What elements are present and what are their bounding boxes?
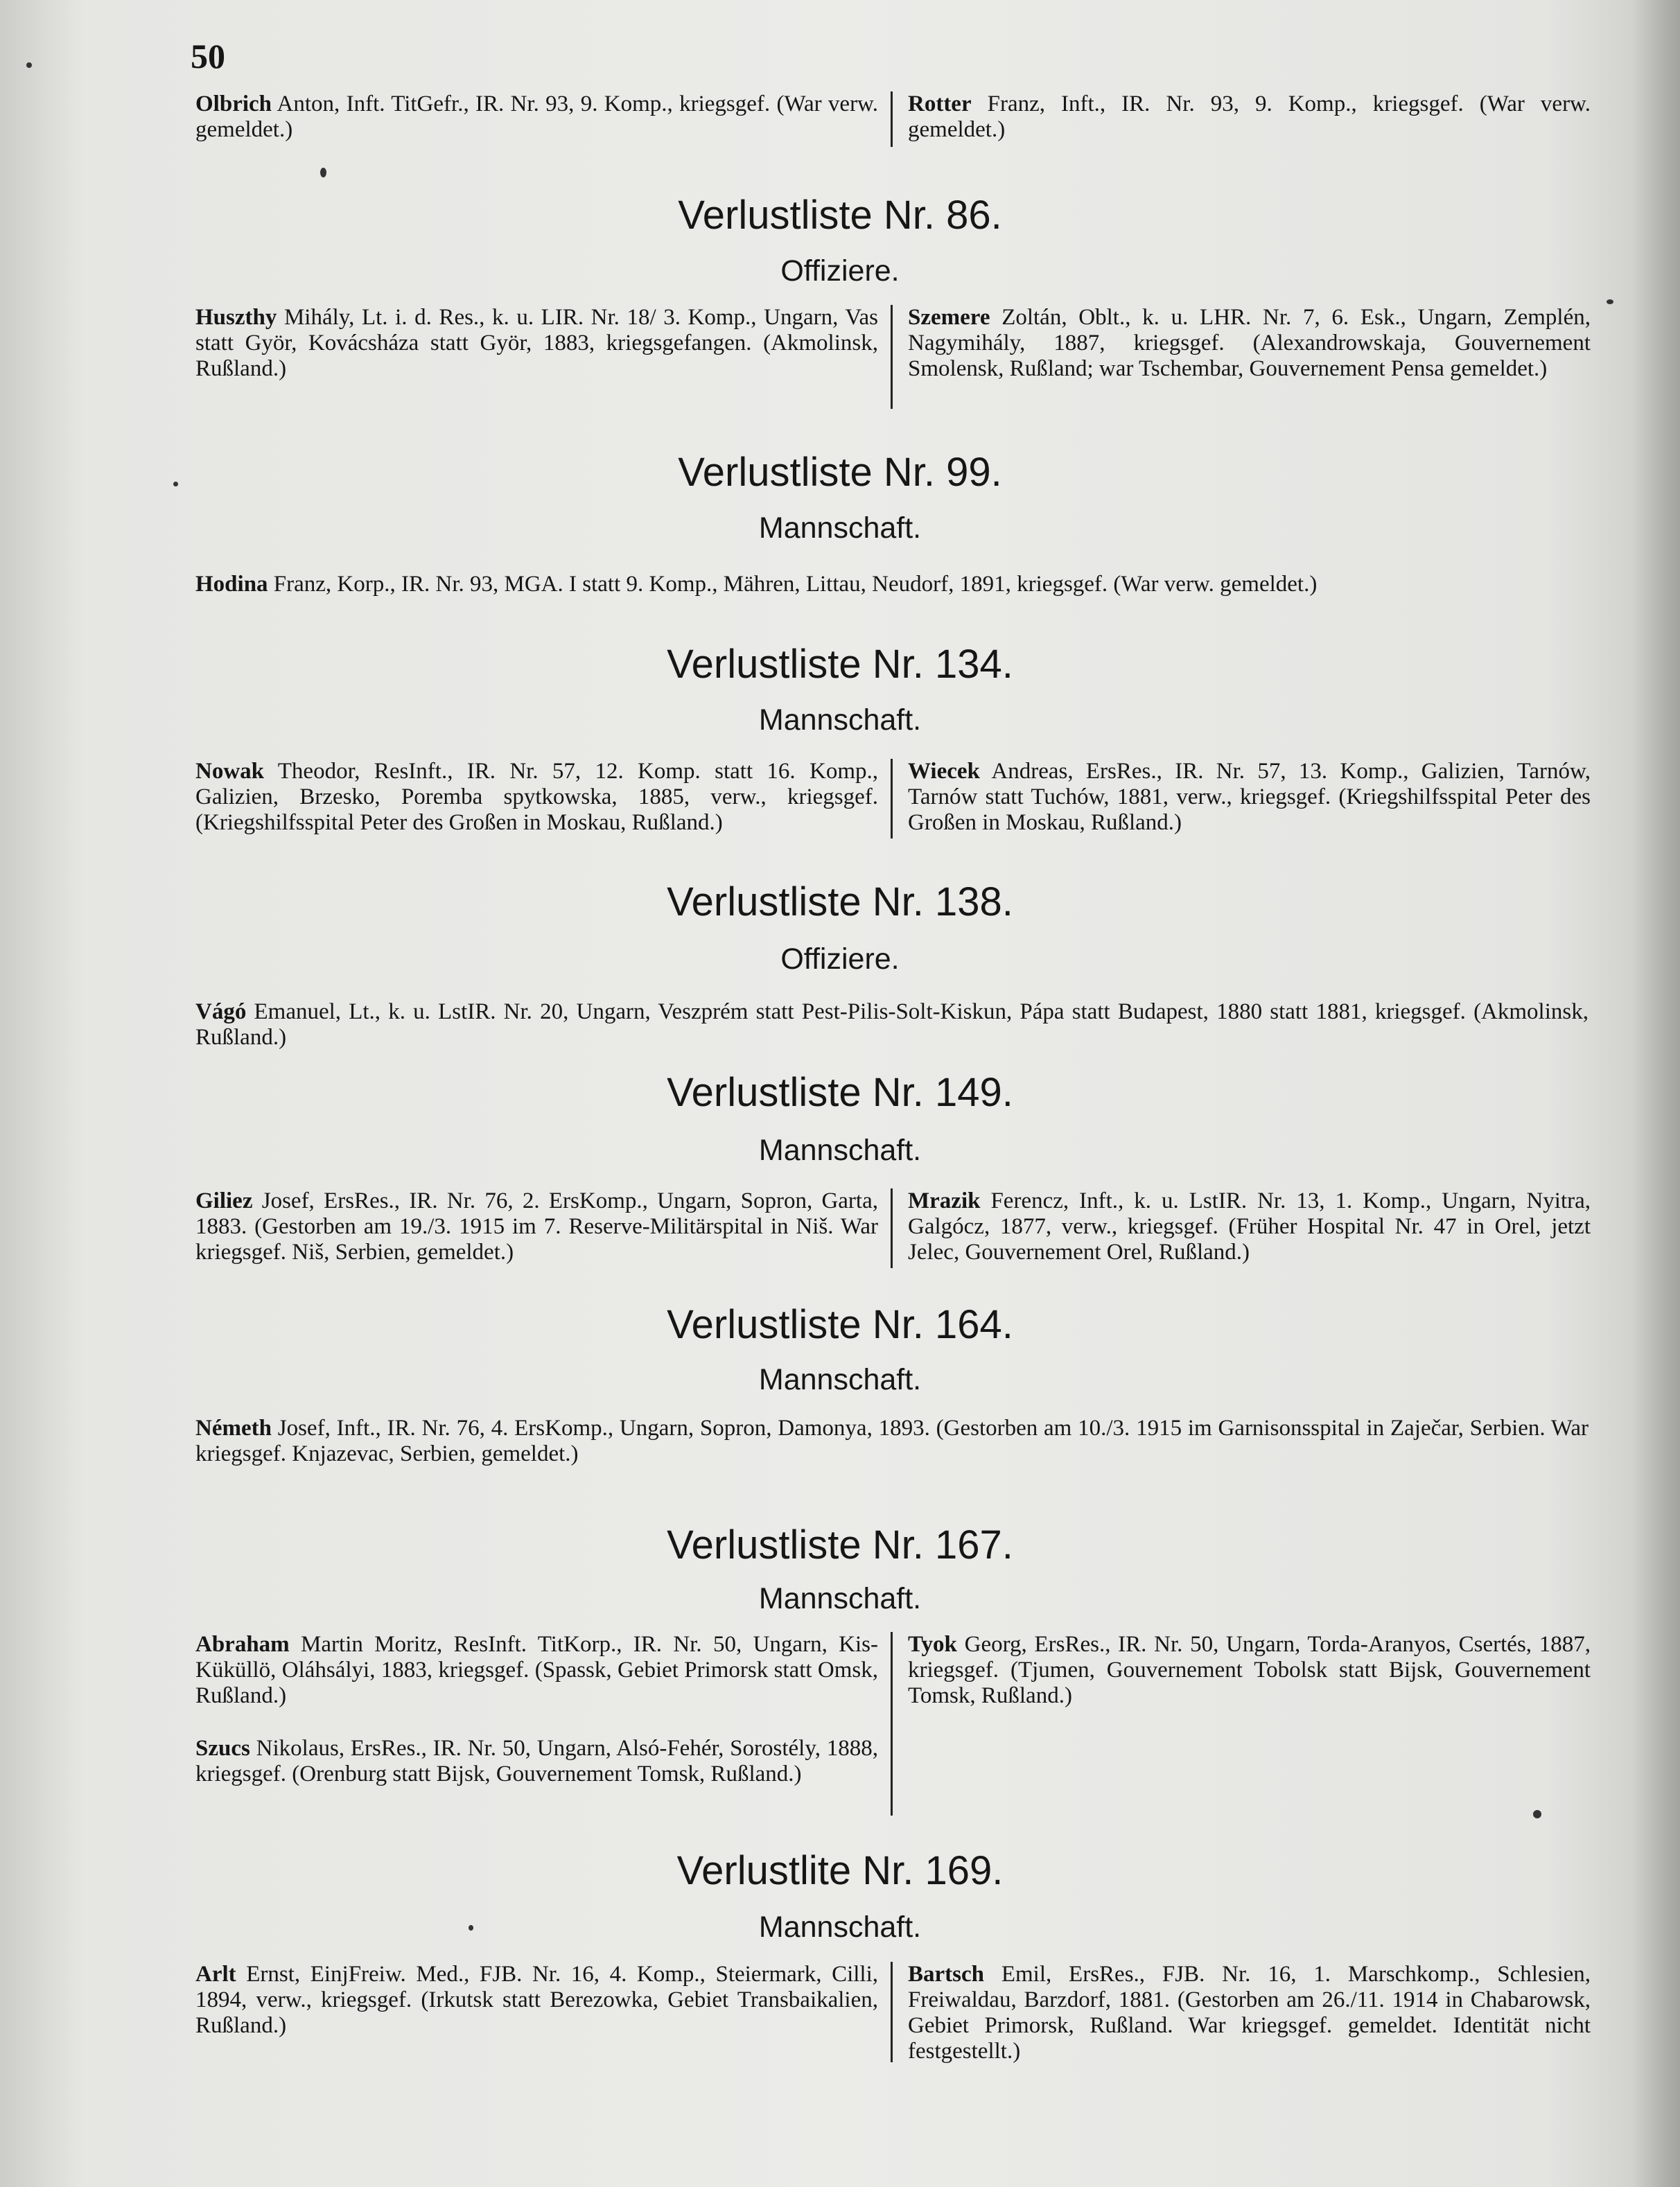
entry-surname: Szemere [908, 305, 990, 330]
section-title: Verlustliste Nr. 149. [667, 1070, 1013, 1115]
column-divider [891, 1632, 893, 1816]
entry-text: Josef, Inft., IR. Nr. 76, 4. ErsKomp., Ungarn, Sopron, Damonya, 1893. (Gestorben am 10./3. 1915 im Garnisonsspital in Zaječar, Serbien. War kriegsgef. Knjazevac, Serbien, gemeldet.) [195, 1416, 1589, 1466]
entry-bartsch [908, 1962, 1591, 2064]
entry-surname: Bartsch [908, 1962, 984, 1987]
entry-vago [195, 999, 1589, 1051]
section-subtitle: Mannschaft. [758, 1134, 922, 1167]
column-divider [891, 759, 893, 838]
entry-surname: Nowak [195, 759, 265, 784]
entry-surname: Szucs [195, 1736, 250, 1761]
entry-surname: Olbrich [195, 91, 272, 116]
entry-olbrich [195, 91, 878, 143]
column-divider [891, 91, 893, 147]
entry-hodina [195, 572, 1589, 597]
entry-text: Ernst, EinjFreiw. Med., FJB. Nr. 16, 4. Komp., Steiermark, Cilli, 1894, verw., kriegsgef. (Irkutsk statt Berezowka, Gebiet Transbaikalien, Rußland.) [195, 1962, 879, 2038]
entry-rotter [908, 91, 1591, 143]
scan-speck [26, 62, 32, 68]
entry-text: Georg, ErsRes., IR. Nr. 50, Ungarn, Torda-Aranyos, Csertés, 1887, kriegsgef. (Tjumen, Gouvernement Tobolsk statt Bijsk, Gouvernement Tomsk, Rußland.) [908, 1632, 1591, 1708]
entry-abraham [195, 1632, 878, 1709]
section-subtitle: Mannschaft. [758, 511, 922, 545]
entry-surname: Mrazik [908, 1188, 981, 1213]
entry-text: Franz, Korp., IR. Nr. 93, MGA. I statt 9. Komp., Mähren, Littau, Neudorf, 1891, kriegsgef. (War verw. gemeldet.) [273, 572, 1318, 597]
entry-text: Zoltán, Oblt., k. u. LHR. Nr. 7, 6. Esk., Ungarn, Zemplén, Nagymihály, 1887, kriegsgef. (Alexandrowskaja, Gouvernement Smolensk, Rußland; war Tschembar, Gouvernement Pensa gemeldet.) [908, 305, 1591, 381]
scan-speck [320, 168, 326, 177]
section-title: Verlustlite Nr. 169. [676, 1848, 1004, 1893]
section-subtitle: Offiziere. [780, 254, 900, 288]
section-subtitle: Mannschaft. [758, 1582, 922, 1615]
column-divider [891, 1962, 893, 2062]
scan-speck [1607, 299, 1613, 304]
entry-huszthy [195, 305, 878, 382]
entry-mrazik [908, 1188, 1591, 1265]
entry-text: Nikolaus, ErsRes., IR. Nr. 50, Ungarn, Alsó-Fehér, Sorostély, 1888, kriegsgef. (Orenburg statt Bijsk, Gouvernement Tomsk, Rußland.) [195, 1736, 879, 1786]
entry-nemeth [195, 1416, 1589, 1467]
scan-speck [1533, 1810, 1541, 1818]
entry-surname: Giliez [195, 1188, 253, 1213]
section-subtitle: Mannschaft. [758, 1363, 922, 1396]
page-number: 50 [191, 37, 225, 76]
entry-giliez [195, 1188, 878, 1265]
section-title: Verlustliste Nr. 134. [667, 642, 1013, 687]
entry-surname: Rotter [908, 91, 972, 116]
entry-szemere [908, 305, 1591, 382]
section-title: Verlustliste Nr. 164. [667, 1302, 1013, 1347]
column-divider [891, 305, 893, 409]
column-divider [891, 1188, 893, 1268]
entry-tyok [908, 1632, 1591, 1709]
entry-surname: Arlt [195, 1962, 236, 1987]
entry-surname: Tyok [908, 1632, 957, 1657]
section-title: Verlustliste Nr. 86. [678, 193, 1002, 238]
entry-szucs [195, 1736, 878, 1787]
entry-surname: Abraham [195, 1632, 290, 1657]
entry-text: Anton, Inft. TitGefr., IR. Nr. 93, 9. Komp., kriegsgef. (War verw. gemeldet.) [195, 91, 879, 142]
section-title: Verlustliste Nr. 167. [667, 1522, 1013, 1567]
entry-surname: Wiecek [908, 759, 980, 784]
entry-text: Josef, ErsRes., IR. Nr. 76, 2. ErsKomp., Ungarn, Sopron, Garta, 1883. (Gestorben am 19./3. 1915 im 7. Reserve-Militärspital in Niš. War kriegsgef. Niš, Serbien, gemeldet.) [195, 1188, 878, 1265]
entry-text: Martin Moritz, ResInft. TitKorp., IR. Nr. 50, Ungarn, Kis-Küküllö, Oláhsályi, 1883, kriegsgef. (Spassk, Gebiet Primorsk statt Omsk, Rußland.) [195, 1632, 879, 1708]
section-subtitle: Mannschaft. [758, 703, 922, 737]
section-title: Verlustliste Nr. 99. [678, 450, 1002, 495]
entry-surname: Németh [195, 1416, 272, 1441]
entry-nowak [195, 759, 878, 836]
section-title: Verlustliste Nr. 138. [667, 879, 1013, 924]
entry-text: Theodor, ResInft., IR. Nr. 57, 12. Komp. statt 16. Komp., Galizien, Brzesko, Poremba spytkowska, 1885, verw., kriegsgef. (Kriegshilfsspital Peter des Großen in Moskau, Rußland.) [195, 759, 878, 835]
section-subtitle: Offiziere. [780, 942, 900, 976]
entry-text: Franz, Inft., IR. Nr. 93, 9. Komp., kriegsgef. (War verw. gemeldet.) [908, 91, 1591, 142]
entry-text: Emil, ErsRes., FJB. Nr. 16, 1. Marschkomp., Schlesien, Freiwaldau, Barzdorf, 1881. (Gestorben am 26./11. 1914 in Chabarowsk, Gebiet Primorsk, Rußland. War kriegsgef. gemeldet. Identität nicht festgestellt.) [908, 1962, 1591, 2064]
entry-text: Emanuel, Lt., k. u. LstIR. Nr. 20, Ungarn, Veszprém statt Pest-Pilis-Solt-Kiskun, Pápa statt Budapest, 1880 statt 1881, kriegsgef. (Akmolinsk, Rußland.) [195, 999, 1589, 1050]
section-subtitle: Mannschaft. [758, 1911, 922, 1944]
entry-wiecek [908, 759, 1591, 836]
entry-surname: Vágó [195, 999, 247, 1024]
entry-arlt [195, 1962, 878, 2039]
entry-text: Mihály, Lt. i. d. Res., k. u. LIR. Nr. 18/ 3. Komp., Ungarn, Vas statt Györ, Kovácsháza statt Györ, 1883, kriegsgefangen. (Akmolinsk, Rußland.) [195, 305, 878, 381]
entry-surname: Hodina [195, 572, 268, 597]
entry-surname: Huszthy [195, 305, 277, 330]
entry-text: Andreas, ErsRes., IR. Nr. 57, 13. Komp., Galizien, Tarnów, Tarnów statt Tuchów, 1881, verw., kriegsgef. (Kriegshilfsspital Peter des Großen in Moskau, Rußland.) [908, 759, 1591, 835]
entry-text: Ferencz, Inft., k. u. LstIR. Nr. 13, 1. Komp., Ungarn, Nyitra, Galgócz, 1877, verw., kriegsgef. (Früher Hospital Nr. 47 in Orel, jetzt Jelec, Gouvernement Orel, Rußland.) [908, 1188, 1591, 1265]
